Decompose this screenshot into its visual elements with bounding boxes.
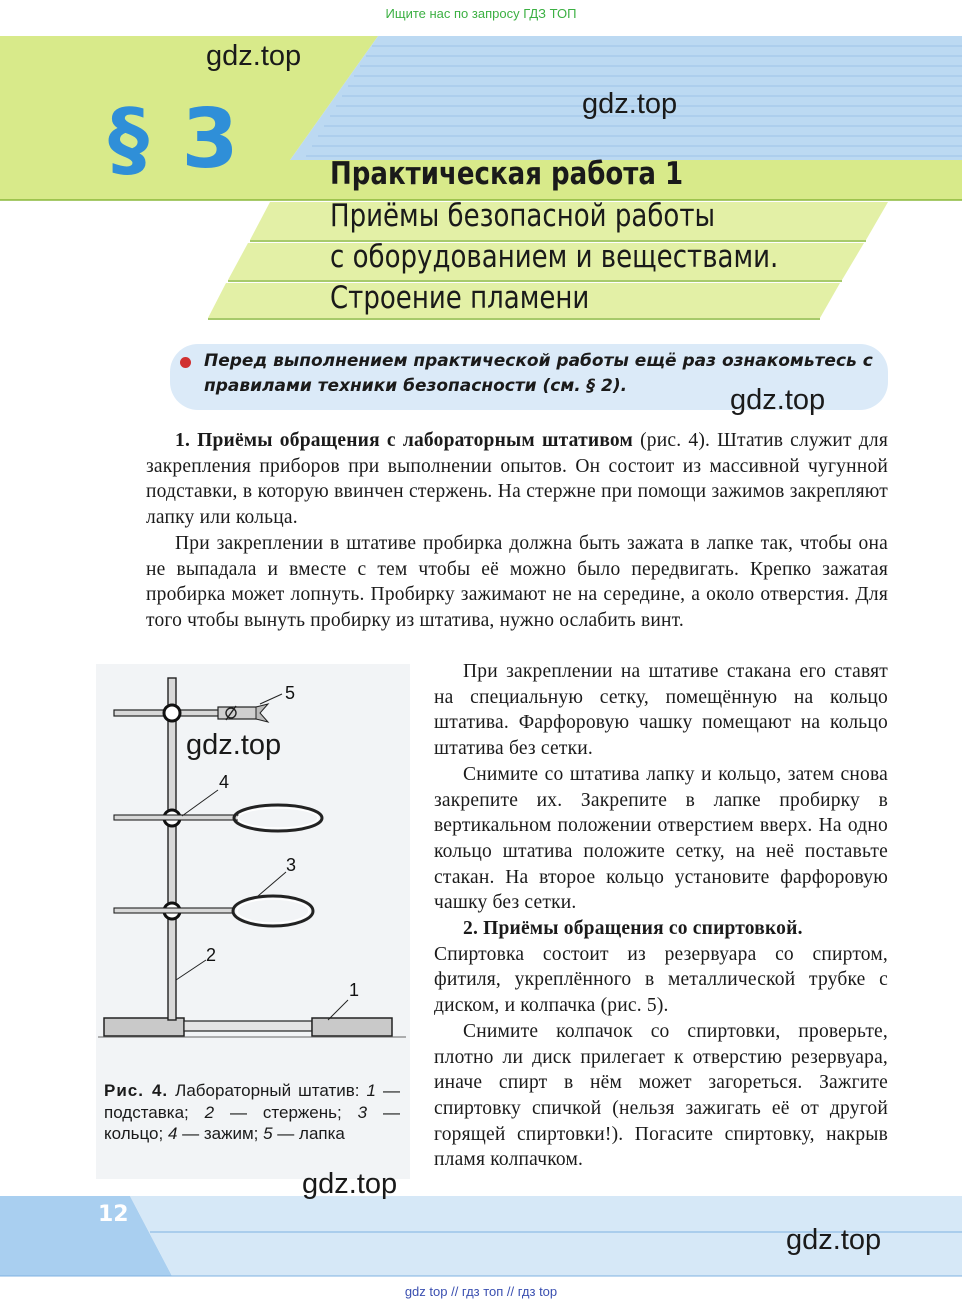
paragraph-heading-2: 2. Приёмы обращения со спиртовкой. [463, 918, 803, 940]
figure-label-4: 4 [219, 772, 230, 792]
figure-caption: Рис. 4. Лабораторный штатив: 1 — подставка; 2 — стержень; 3 — кольцо; 4 — зажим; 5 — лапка [104, 1081, 400, 1143]
watermark: gdz.top [582, 88, 678, 120]
stand-rod [168, 678, 176, 1020]
paragraph-4: Снимите со штатива лапку и кольцо, затем снова закрепите их. Закрепите в лапке пробирку в вертикальном положении отверстием вверх. На одно кольцо штатива положите сетку, на неё поставьте стакан. На второе кольцо установите фарфоровую чашку без сетки. [434, 763, 888, 914]
hint-bullet-icon [180, 357, 191, 368]
paragraph-2: При закреплении в штативе пробирка должна быть зажата в лапке так, чтобы она не выпадала и вместе с тем чтобы её можно было передвигать. Крепко зажатая пробирка может лопнуть. Пробирку зажимают не на середине, а около отверстия. Для того чтобы вынуть пробирку из штатива, нужно ослабить винт. [146, 532, 888, 631]
stand-base-left [104, 1018, 184, 1036]
watermark: gdz.top [186, 729, 282, 761]
watermark: gdz.top [786, 1224, 882, 1256]
figure-label-5: 5 [285, 683, 296, 703]
paragraph-3: При закреплении на штативе стакана его ставят на специальную сетку, помещённую на кольцо штатива. Фарфоровую чашку помещают на кольцо штатива без сетки. [434, 661, 888, 760]
lab-stand-figure [96, 664, 410, 1044]
bottom-note: gdz top // гдз топ // гдз top [404, 1284, 558, 1299]
figure-label-2: 2 [206, 945, 217, 965]
paragraph-1: (рис. 4). Штатив служит для закрепления приборов при выполнении опытов. Он состоит из массивной чугунной подставки, в которую ввинчен стержень. На стержне при помощи зажимов закрепляют лапку или кольца. [146, 430, 888, 529]
safety-hint: Перед выполнением практической работы ещё раз ознакомьтесь с правилами техники безопасности (см. § 2). [204, 351, 873, 396]
body-text-top [146, 428, 888, 634]
paragraph-6: Снимите колпачок со спиртовки, проверьте, плотно ли диск прилегает к отверстию резервуара, иначе спирт в нём может загореться. Зажгите спиртовку спичкой (нельзя зажигать её от другой горящей спиртовки!). Погасите спиртовку, накрыв пламя колпачком. [434, 1020, 888, 1171]
figure-label-3: 3 [286, 855, 297, 875]
section-number: § 3 [108, 92, 241, 187]
section-title-main: Практическая работа 1 [330, 156, 684, 192]
paragraph-5: Спиртовка состоит из резервуара со спиртом, фитиля, укреплённого в металлической трубке с диском, и колпачка (рис. 5). [434, 943, 888, 1017]
top-note: Ищите нас по запросу ГДЗ ТОП [385, 6, 577, 21]
section-title-line-2: с оборудованием и веществами. [330, 239, 779, 275]
clamp-joint-icon [164, 705, 180, 721]
paragraph-heading-1: 1. Приёмы обращения с лабораторным штативом [175, 430, 633, 451]
watermark: gdz.top [730, 384, 826, 416]
stand-base-right [312, 1018, 392, 1036]
page-number: 12 [98, 1202, 129, 1227]
section-title-line-1: Приёмы безопасной работы [330, 198, 716, 234]
watermark: gdz.top [302, 1168, 398, 1200]
figure-label-1: 1 [349, 980, 360, 1000]
body-text-right-column [434, 659, 888, 1173]
section-title-line-3: Строение пламени [330, 280, 590, 316]
watermark: gdz.top [206, 40, 302, 72]
